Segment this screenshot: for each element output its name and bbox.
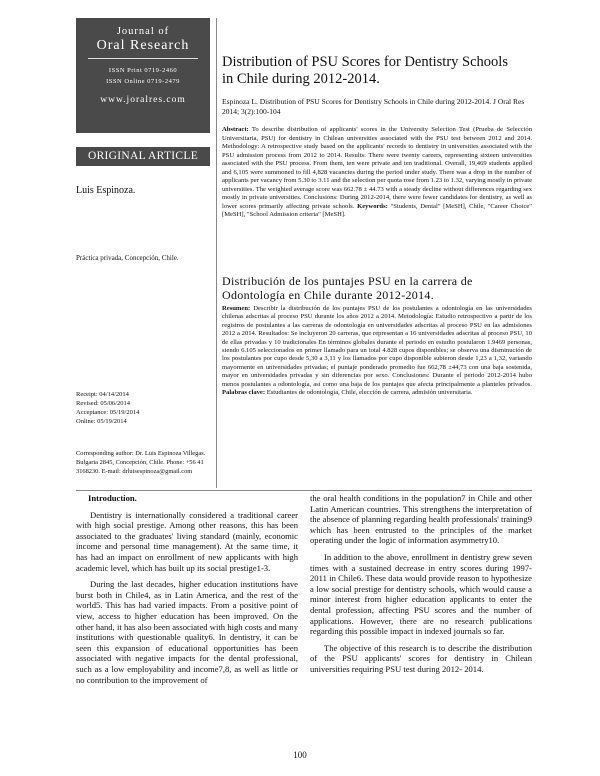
page-number: 100	[293, 750, 307, 760]
body-paragraph: In addition to the above, enrollment in dentistry grew seven times with a sustained decrease in entry scores during 1997-2011 in Chile6. These data would provide reason to hypothesize a low social prestige for dentistry schools, which would cause a minor interest from higher education applicants to enter the dental profession, affecting PSU scores and the number of applications. However, there are no research publications regarding this possible impact in indexed journals so far.	[310, 551, 532, 637]
resumen-label: Resumen:	[222, 305, 251, 312]
article-type-badge: ORIGINAL ARTICLE	[76, 147, 210, 166]
issn-print: ISSN Print 0719-2460	[108, 67, 178, 74]
article-dates	[76, 390, 210, 426]
journal-website: www.joralres.com	[100, 95, 186, 105]
claves-label: Palabras clave:	[222, 389, 266, 397]
body-right-column	[310, 493, 532, 681]
keywords-text: "Students, Dental" [MeSH], Chile, "Career Choice" [MeSH], "School Admission criteria" [MeSH].	[222, 202, 532, 219]
resumen	[222, 305, 532, 397]
keywords-label: Keywords:	[357, 202, 388, 210]
introduction-heading: Introduction.	[88, 493, 137, 503]
body-paragraph: the oral health conditions in the population7 in Chile and other Latin American countries. This strengthens the interpretation of the absence of planning regarding health professionals' training9 which has been entrusted to the principles of the market operating under the logic of information asymmetry10.	[310, 493, 532, 546]
journal-divider	[88, 58, 198, 59]
body-paragraph: The objective of this research is to describe the distribution of the PSU applicants' scores for dentistry in Chilean universities requiring PSU test during 2012- 2014.	[310, 642, 532, 674]
spanish-title: Distribución de los puntajes PSU en la carrera de Odontología en Chile durante 2012-2014.	[222, 274, 473, 302]
body-left-column	[76, 493, 298, 691]
date-acceptance: Acceptance: 05/19/2014	[76, 409, 140, 416]
abstract-text: To describe distribution of applicants' scores in the University Selection Test (Prueba de Selección Universitaria, PSU) for dentistry in Chilean universities associated with the PSU test between 2012 and 2014. Methodology: A retrospective study based on the applicants' records to dentistry in universities associated with the PSU admission process from 2012 to 2014. Results: There were twenty careers, representing sixteen universities associated with the PSU process. From them, ten were private and ten traditional. Overall, 19,469 students applied and 6,105 were summoned to fill 4,828 vacancies during the period under study. There was a drop in the number of applicants per vacancy from 5.30 to 3.11 and the selection per quota rose from 1.23 to 1.32, varying mostly in private universities. The weighted average score was 662.78 ± 44.73 with a steady decline without differences regarding sex mostly in private universities. Conclusions: During 2012-2014, there were fewer candidates for dentistry, as well as lower scores primarily affecting private schools.	[222, 126, 532, 210]
body-paragraph: Dentistry is internationally considered a traditional career with high social prestige. Among other reasons, this has been associated to the graduates' living standard (mainly, economic income and personal time management). At the same time, it has had an impact on enrollment of new applicants with high academic level, which has built up its social prestige1-3.	[76, 509, 298, 573]
issn-online: ISSN Online 0719-2479	[106, 78, 180, 85]
author-name: Luis Espinoza.	[76, 185, 136, 196]
corresponding-author: Corresponding author: Dr. Luis Espinoza Villegas. Bulgaria 2845, Concepción, Chile. Phone: +56 41 3168230. E-mail: drluisespinoza@gmail.com	[76, 450, 206, 475]
date-online: Online: 05/19/2014	[76, 418, 127, 425]
claves-text: Estudiantes de odontología, Chile, elección de carrera, admisión universitaria.	[265, 389, 473, 397]
section-divider	[76, 490, 532, 491]
journal-logo-box	[76, 18, 210, 133]
resumen-text: Describir la distribución de los puntajes PSU de los postulantes a odontología en las universidades chilenas adscritas al proceso PSU durante los años 2012 a 2014. Metodología: Estudio retrospectivo a partir de los registros de postulantes a las carreras de odontología en universidades adscritas al proceso PSU en las admisiones 2012 a 2014. Resultados: Se incluyeron 20 carreras, que representan a 16 universidades adscritas al proceso PSU, 10 de ellas privadas y 10 tradicionales En términos globales durante el periodo en estudio postularon 1.9469 personas, siendo 6.105 seleccionados en primer llamado para un total 4.828 cupos disponibles; se observa una disminución de los postulantes por cupo desde 5,30 a 3,11 y los llamados por cupo disponible subieron desde 1,23 a 1,32, variando mayormente en universidades privadas; el puntaje ponderado promedio fue 662,78 ±44,73 con una baja sostenida, mayor en universidades privadas y sin diferencias por sexo. Conclusiones: Durante el periodo 2012-2014 hubo menos postulantes a odontología, así como una baja de los puntajes que afecta principalmente a planteles privados.	[222, 305, 532, 388]
body-paragraph: During the last decades, higher education institutions have burst both in Chile4, as in Latin America, and the rest of the world5. This has had varied impacts. From a positive point of view, access to higher education has been improved. On the other hand, it has also been associated with high costs and many institutions with questionable quality6. In dentistry, it can be seen this expansion of educational opportunities has been associated with negative impacts for the dental professional, such as a low employability and income7,8, as well as little or no contribution to the improvement of	[76, 579, 298, 685]
article-title: Distribution of PSU Scores for Dentistry Schools in Chile during 2012-2014.	[222, 54, 508, 87]
author-affiliation: Práctica privada, Concepción, Chile.	[76, 254, 179, 262]
date-receipt: Receipt: 04/14/2014	[76, 391, 129, 398]
date-revised: Revised: 05/06/2014	[76, 400, 130, 407]
journal-name-line2: Oral Research	[96, 38, 190, 53]
journal-name-line1: Journal of	[116, 26, 170, 37]
abstract	[222, 126, 532, 220]
sidebar-divider	[216, 18, 217, 488]
abstract-label: Abstract:	[222, 126, 249, 133]
article-citation: Espinoza L. Distribution of PSU Scores for Dentistry Schools in Chile during 2012-2014. J Oral Res 2014; 3(2):100-104	[222, 97, 525, 116]
